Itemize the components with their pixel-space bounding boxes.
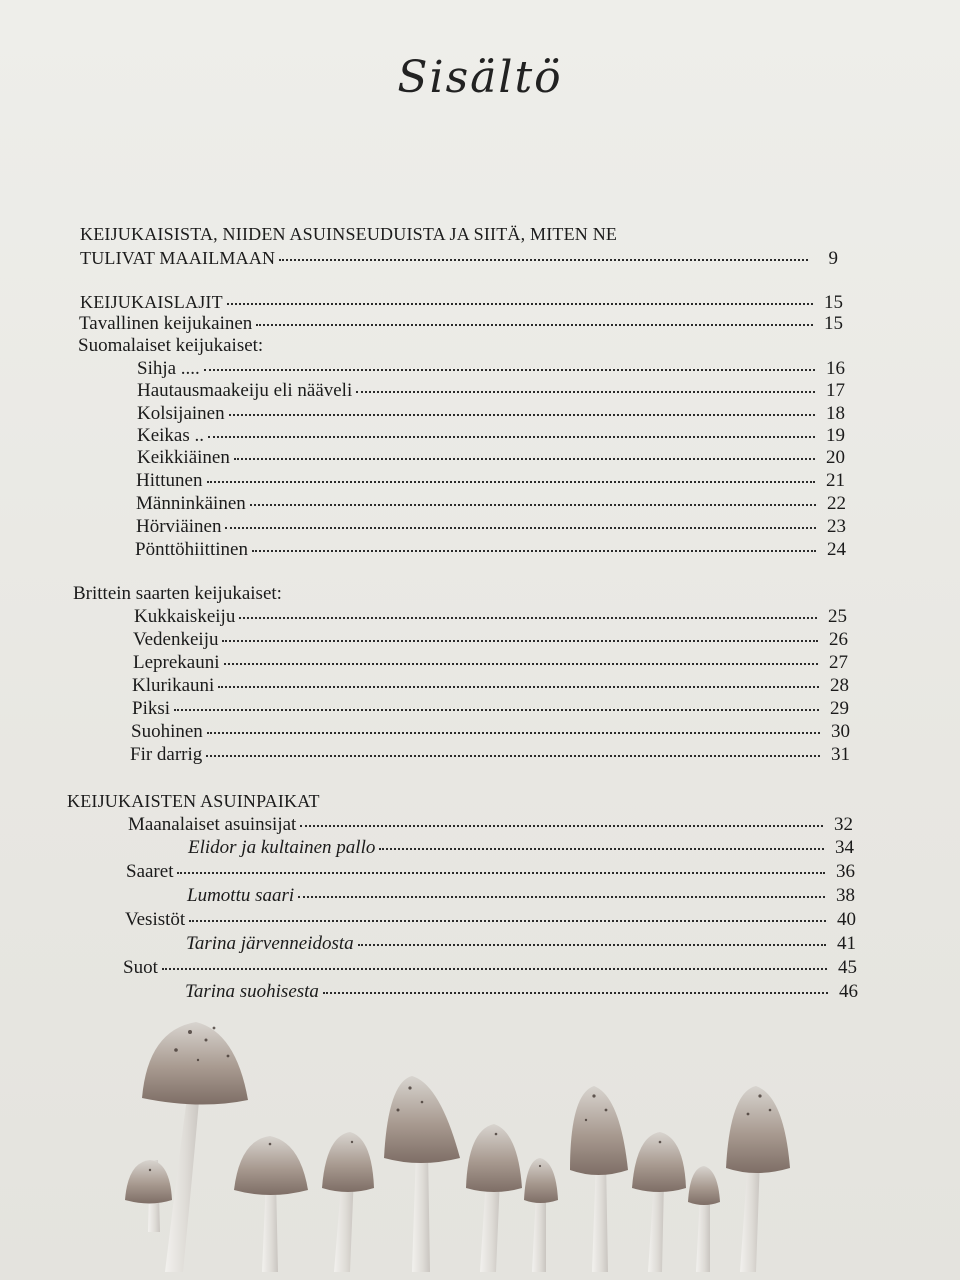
toc-entry-page: 27 <box>829 652 848 673</box>
toc-entry-label: Kukkaiskeiju <box>134 606 236 627</box>
leader-dots <box>250 504 816 506</box>
toc-entry-page: 29 <box>830 698 849 719</box>
toc-entry[interactable] <box>132 697 849 721</box>
toc-entry-label: Kolsijainen <box>137 403 225 424</box>
toc-entry-label: Piksi <box>132 698 171 719</box>
toc-section1-line1: KEIJUKAISISTA, NIIDEN ASUINSEUDUISTA JA SIITÄ, MITEN NE <box>80 224 618 244</box>
toc-entry-label: Tavallinen keijukainen <box>79 313 253 334</box>
leader-dots <box>174 709 819 711</box>
toc-entry-page: 31 <box>831 744 850 765</box>
leader-dots <box>229 414 815 416</box>
toc-entry-label: Maanalaiset asuinsijat <box>128 814 297 835</box>
toc-entry-label: Klurikauni <box>132 675 215 696</box>
toc-entry-label: Fir darrig <box>130 744 203 765</box>
toc-entry-label: Tarina järvenneidosta <box>186 933 354 954</box>
toc-entry-label: Tarina suohisesta <box>185 981 319 1002</box>
leader-dots <box>300 825 823 827</box>
toc-entry-page: 32 <box>834 814 853 835</box>
mushroom <box>524 1158 558 1272</box>
toc-entry[interactable] <box>137 357 845 381</box>
mushroom <box>142 1022 248 1272</box>
toc-section3-heading: KEIJUKAISTEN ASUINPAIKAT <box>67 791 320 811</box>
toc-entry-label: Sihja .... <box>137 358 200 379</box>
mushroom <box>234 1136 308 1272</box>
toc-entry-section1[interactable] <box>80 246 838 271</box>
toc-entry[interactable] <box>125 908 856 932</box>
toc-entry-label: Hittunen <box>136 470 203 491</box>
toc-entry-page: 17 <box>826 380 845 401</box>
leader-dots <box>298 896 825 898</box>
mushroom <box>688 1166 720 1272</box>
toc-entry-page: 38 <box>836 885 855 906</box>
leader-dots <box>204 369 815 371</box>
toc-entry-label: Elidor ja kultainen pallo <box>188 837 376 858</box>
toc-entry-label: Saaret <box>126 861 174 882</box>
toc-entry[interactable] <box>132 674 849 698</box>
toc-entry[interactable] <box>134 605 847 629</box>
toc-entry[interactable] <box>133 628 848 652</box>
toc-entry-label: Vedenkeiju <box>133 629 219 650</box>
toc-entry-label: Pönttöhiittinen <box>135 539 248 560</box>
toc-entry-page: 16 <box>826 358 845 379</box>
toc-entry-page: 21 <box>826 470 845 491</box>
toc-entry-page: 18 <box>826 403 845 424</box>
toc-entry-page: 19 <box>826 425 845 446</box>
toc-entry-page: 45 <box>838 957 857 978</box>
toc-entry-page: 15 <box>824 313 843 334</box>
leader-dots <box>222 640 818 642</box>
leader-dots <box>225 527 816 529</box>
toc-entry[interactable] <box>123 956 857 980</box>
mushroom <box>384 1076 460 1272</box>
toc-entry[interactable] <box>133 651 848 675</box>
toc-entry[interactable] <box>136 492 846 516</box>
toc-entry[interactable] <box>126 860 855 884</box>
toc-entry-page: 20 <box>826 447 845 468</box>
toc-entry-label: Hörviäinen <box>136 516 222 537</box>
leader-dots <box>356 391 815 393</box>
leader-dots <box>189 920 826 922</box>
leader-dots <box>207 481 816 483</box>
toc-entry-label: Lumottu saari <box>187 885 295 906</box>
toc-entry-page: 36 <box>836 861 855 882</box>
leader-dots <box>218 686 819 688</box>
toc-entry-page: 40 <box>837 909 856 930</box>
toc-entry-tavallinen[interactable] <box>79 312 843 336</box>
leader-dots <box>252 550 816 552</box>
toc-entry-page: 9 <box>828 248 838 269</box>
mushroom <box>322 1132 374 1272</box>
toc-entry[interactable] <box>137 379 845 403</box>
toc-entry-label: Keikas .. <box>137 425 205 446</box>
toc-entry-page: 30 <box>831 721 850 742</box>
toc-group-heading-finnish: Suomalaiset keijukaiset: <box>78 335 264 356</box>
mushroom <box>632 1132 686 1272</box>
leader-dots <box>227 303 813 305</box>
toc-entry[interactable] <box>135 538 846 562</box>
leader-dots <box>358 944 826 946</box>
leader-dots <box>323 992 828 994</box>
leader-dots <box>208 436 815 438</box>
toc-entry[interactable] <box>137 424 845 448</box>
leader-dots <box>256 324 813 326</box>
page-title: Sisältö <box>397 52 563 103</box>
toc-entry-story[interactable] <box>187 884 855 908</box>
leader-dots <box>279 259 808 261</box>
toc-entry-label: Männinkäinen <box>136 493 246 514</box>
toc-entry-label: Hautausmaakeiju eli nääveli <box>137 380 353 401</box>
leader-dots <box>162 968 827 970</box>
leader-dots <box>224 663 818 665</box>
mushroom <box>125 1160 172 1232</box>
toc-entry-story[interactable] <box>188 836 854 860</box>
leader-dots <box>379 848 824 850</box>
toc-entry-label: KEIJUKAISLAJIT <box>80 292 223 312</box>
toc-entry[interactable] <box>136 515 846 539</box>
leader-dots <box>207 732 820 734</box>
toc-entry-story[interactable] <box>186 932 856 956</box>
toc-entry-page: 22 <box>827 493 846 514</box>
leader-dots <box>234 458 815 460</box>
toc-group-heading-british: Brittein saarten keijukaiset: <box>73 583 282 604</box>
toc-entry-page: 34 <box>835 837 854 858</box>
toc-entry[interactable] <box>128 813 853 837</box>
mushroom <box>466 1124 522 1272</box>
toc-entry-page: 26 <box>829 629 848 650</box>
toc-entry-page: 41 <box>837 933 856 954</box>
mushroom <box>726 1086 790 1272</box>
toc-entry[interactable] <box>137 402 845 426</box>
toc-entry-label: Keikkiäinen <box>137 447 230 468</box>
toc-entry-label: Vesistöt <box>125 909 186 930</box>
toc-entry-label: Leprekauni <box>133 652 220 673</box>
toc-entry[interactable] <box>130 743 850 767</box>
mushroom <box>570 1086 628 1272</box>
toc-entry-page: 28 <box>830 675 849 696</box>
mushroom-illustration <box>0 1010 960 1280</box>
toc-entry[interactable] <box>136 469 845 493</box>
leader-dots <box>206 755 820 757</box>
toc-entry-page: 25 <box>828 606 847 627</box>
toc-entry-page: 24 <box>827 539 846 560</box>
toc-entry[interactable] <box>131 720 850 744</box>
toc-entry-label: Suot <box>123 957 158 978</box>
toc-entry-label: TULIVAT MAAILMAAN <box>80 248 276 268</box>
leader-dots <box>177 872 825 874</box>
toc-entry-label: Suohinen <box>131 721 203 742</box>
toc-entry-page: 15 <box>824 292 843 313</box>
toc-entry-page: 23 <box>827 516 846 537</box>
toc-entry-story[interactable] <box>185 980 858 1004</box>
leader-dots <box>239 617 817 619</box>
toc-entry[interactable] <box>137 446 845 470</box>
toc-entry-page: 46 <box>839 981 858 1002</box>
